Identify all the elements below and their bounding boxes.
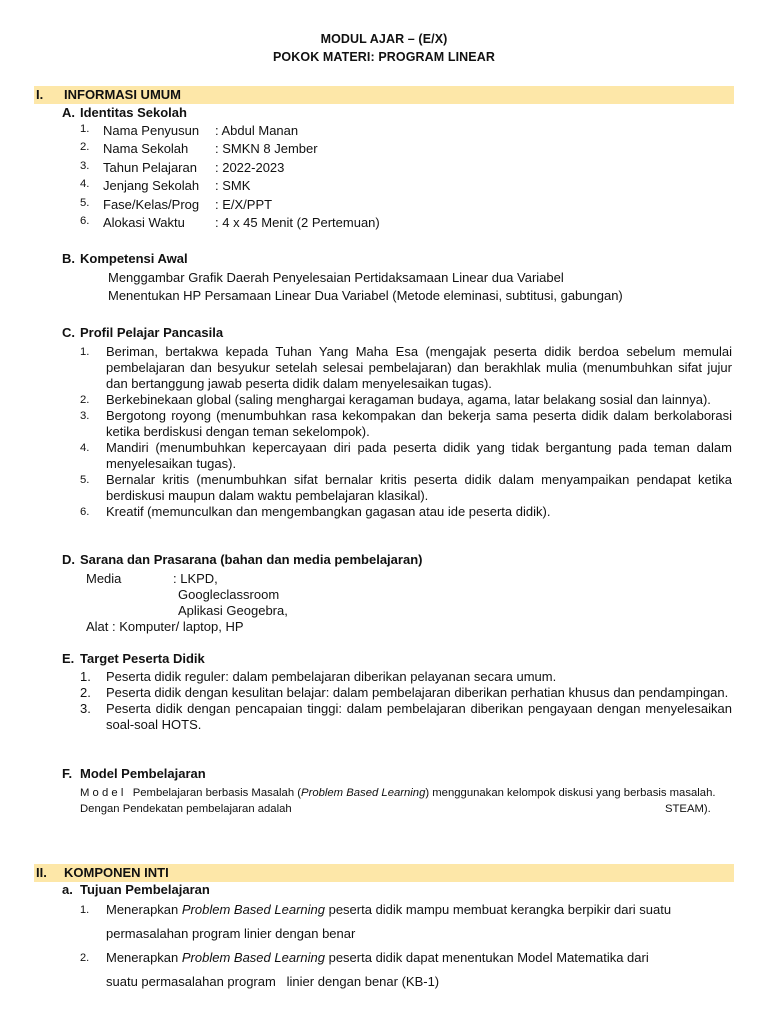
row-key: Tahun Pelajaran	[103, 160, 197, 175]
target-list	[80, 669, 732, 733]
subsection-kompetensi-awal	[62, 251, 188, 266]
subsection-letter: C.	[62, 325, 75, 340]
list-item	[80, 669, 732, 685]
item-italic: Problem Based Learning	[181, 950, 325, 965]
subsection-letter: A.	[62, 105, 75, 120]
item-text: Menerapkan	[106, 950, 182, 965]
item-number: 1.	[80, 346, 90, 358]
list-item	[80, 685, 732, 701]
row-key: Jenjang Sekolah	[103, 178, 200, 193]
row-number: 2.	[80, 141, 90, 153]
row-value: : Abdul Manan	[215, 123, 299, 138]
list-item	[80, 408, 732, 440]
item-text: Menerapkan	[106, 902, 182, 917]
tujuan-item	[80, 902, 732, 918]
row-key: Alokasi Waktu	[103, 215, 185, 230]
model-line-2a: Dengan Pendekatan pembelajaran adalah	[80, 803, 292, 815]
item-number: 4.	[80, 442, 90, 454]
document-subtitle: POKOK MATERI: PROGRAM LINEAR	[272, 50, 495, 64]
item-number: 2.	[80, 394, 90, 406]
item-number: 1.	[80, 904, 90, 916]
item-italic: Problem Based Learning	[181, 902, 325, 917]
subsection-model-pembelajaran	[62, 766, 206, 781]
document-title: MODUL AJAR – (E/X)	[320, 32, 448, 46]
subsection-letter: F.	[62, 766, 73, 781]
row-number: 6.	[80, 215, 90, 227]
model-text: M o d e l Pembelajaran berbasis Masalah (	[80, 787, 302, 799]
model-text: ) menggunakan kelompok diskusi yang berbasis masalah.	[425, 787, 716, 799]
section-number: I.	[36, 87, 44, 102]
subsection-title: Model Pembelajaran	[80, 766, 206, 781]
media-label: Media	[86, 571, 122, 586]
row-value: : 4 x 45 Menit (2 Pertemuan)	[215, 215, 380, 230]
row-value: : SMKN 8 Jember	[215, 141, 318, 156]
item-number: 3.	[80, 410, 90, 422]
alat-line: Alat : Komputer/ laptop, HP	[86, 619, 244, 634]
kompetensi-line: Menggambar Grafik Daerah Penyelesaian Pertidaksamaan Linear dua Variabel	[108, 270, 564, 285]
item-number: 2.	[80, 685, 91, 700]
model-italic: Problem Based Learning	[301, 787, 426, 799]
subsection-sarana-prasarana	[62, 552, 422, 567]
subsection-letter: E.	[62, 651, 75, 666]
row-key: Nama Penyusun	[103, 123, 200, 138]
model-line-1	[80, 785, 716, 801]
tujuan-item-line2: suatu permasalahan program linier dengan benar (KB-1)	[106, 974, 440, 989]
media-item: Aplikasi Geogebra,	[178, 603, 288, 618]
row-number: 5.	[80, 197, 90, 209]
item-number: 5.	[80, 474, 90, 486]
subsection-title: Kompetensi Awal	[80, 251, 188, 266]
item-number: 2.	[80, 952, 90, 964]
subsection-tujuan-pembelajaran	[62, 882, 210, 897]
section-title: KOMPONEN INTI	[64, 865, 169, 880]
subsection-target-peserta	[62, 651, 205, 666]
list-item	[80, 344, 732, 392]
row-value: : SMK	[215, 178, 251, 193]
tujuan-item	[80, 950, 732, 966]
item-text: Beriman, bertakwa kepada Tuhan Yang Maha Esa (mengajak peserta didik berdoa sebelum memulai pembelajaran dan besyukur setelah selesai pembelajaran) dan berakhlak mulia (menumbuhkan sifat jujur dan bertanggung jawab peserta didik dalam menyelesaikan tugas).	[106, 344, 732, 391]
model-line-2b: STEAM).	[665, 803, 711, 815]
list-item	[80, 472, 732, 504]
row-number: 1.	[80, 123, 90, 135]
subsection-title: Tujuan Pembelajaran	[80, 882, 210, 897]
subsection-title: Profil Pelajar Pancasila	[80, 325, 224, 340]
item-text: Berkebinekaan global (saling menghargai keragaman budaya, agama, latar belakang sosial dan lainnya).	[106, 392, 711, 407]
item-text: Kreatif (memunculkan dan mengembangkan gagasan atau ide peserta didik).	[106, 504, 551, 519]
item-text: Peserta didik dengan kesulitan belajar: dalam pembelajaran diberikan perhatian khusus dan pendampingan.	[106, 685, 729, 700]
row-key: Nama Sekolah	[103, 141, 189, 156]
subsection-title: Identitas Sekolah	[80, 105, 187, 120]
row-value: : 2022-2023	[215, 160, 285, 175]
item-text: Peserta didik reguler: dalam pembelajaran diberikan pelayanan secara umum.	[106, 669, 557, 684]
row-number: 4.	[80, 178, 90, 190]
subsection-letter: B.	[62, 251, 75, 266]
row-number: 3.	[80, 160, 90, 172]
row-value: : E/X/PPT	[215, 197, 273, 212]
subsection-title: Sarana dan Prasarana (bahan dan media pembelajaran)	[80, 552, 423, 567]
list-item	[80, 440, 732, 472]
row-key: Fase/Kelas/Prog	[103, 197, 200, 212]
subsection-profil-pelajar	[62, 325, 223, 340]
section-title: INFORMASI UMUM	[64, 87, 181, 102]
item-text: Bernalar kritis (menumbuhkan sifat bernalar kritis peserta didik dalam menyampaikan pendapat ketika berdiskusi maupun dalam waktu pembelajaran klasikal).	[106, 472, 732, 503]
list-item	[80, 504, 732, 520]
item-text: peserta didik mampu membuat kerangka berpikir dari suatu	[324, 902, 672, 917]
subsection-letter: D.	[62, 552, 75, 567]
subsection-letter: a.	[62, 882, 73, 897]
item-text: Peserta didik dengan pencapaian tinggi: dalam pembelajaran diberikan pengayaan dengan menyelesaikan soal-soal HOTS.	[106, 701, 732, 732]
section-header-informasi-umum	[34, 86, 734, 104]
media-item: Googleclassroom	[178, 587, 280, 602]
subsection-title: Target Peserta Didik	[80, 651, 205, 666]
tujuan-item-line2: permasalahan program linier dengan benar	[106, 926, 356, 941]
section-header-komponen-inti	[34, 864, 734, 882]
item-number: 1.	[80, 669, 91, 684]
kompetensi-line: Menentukan HP Persamaan Linear Dua Variabel (Metode eleminasi, subtitusi, gabungan)	[108, 288, 623, 303]
list-item	[80, 392, 732, 408]
section-number: II.	[36, 865, 47, 880]
subsection-identitas	[62, 105, 187, 120]
item-text: Bergotong royong (menumbuhkan rasa kekompakan dan bekerja sama peserta didik dalam berkolaborasi ketika berdiskusi dengan teman sekelompok).	[106, 408, 732, 439]
profil-list	[80, 344, 732, 520]
item-text: Mandiri (menumbuhkan kepercayaan diri pada peserta didik yang tidak bergantung pada teman dalam menyelesaikan tugas).	[106, 440, 732, 471]
media-item: : LKPD,	[173, 571, 218, 586]
item-text: peserta didik dapat menentukan Model Matematika dari	[324, 950, 649, 965]
item-number: 3.	[80, 701, 91, 716]
item-number: 6.	[80, 506, 90, 518]
list-item	[80, 701, 732, 733]
